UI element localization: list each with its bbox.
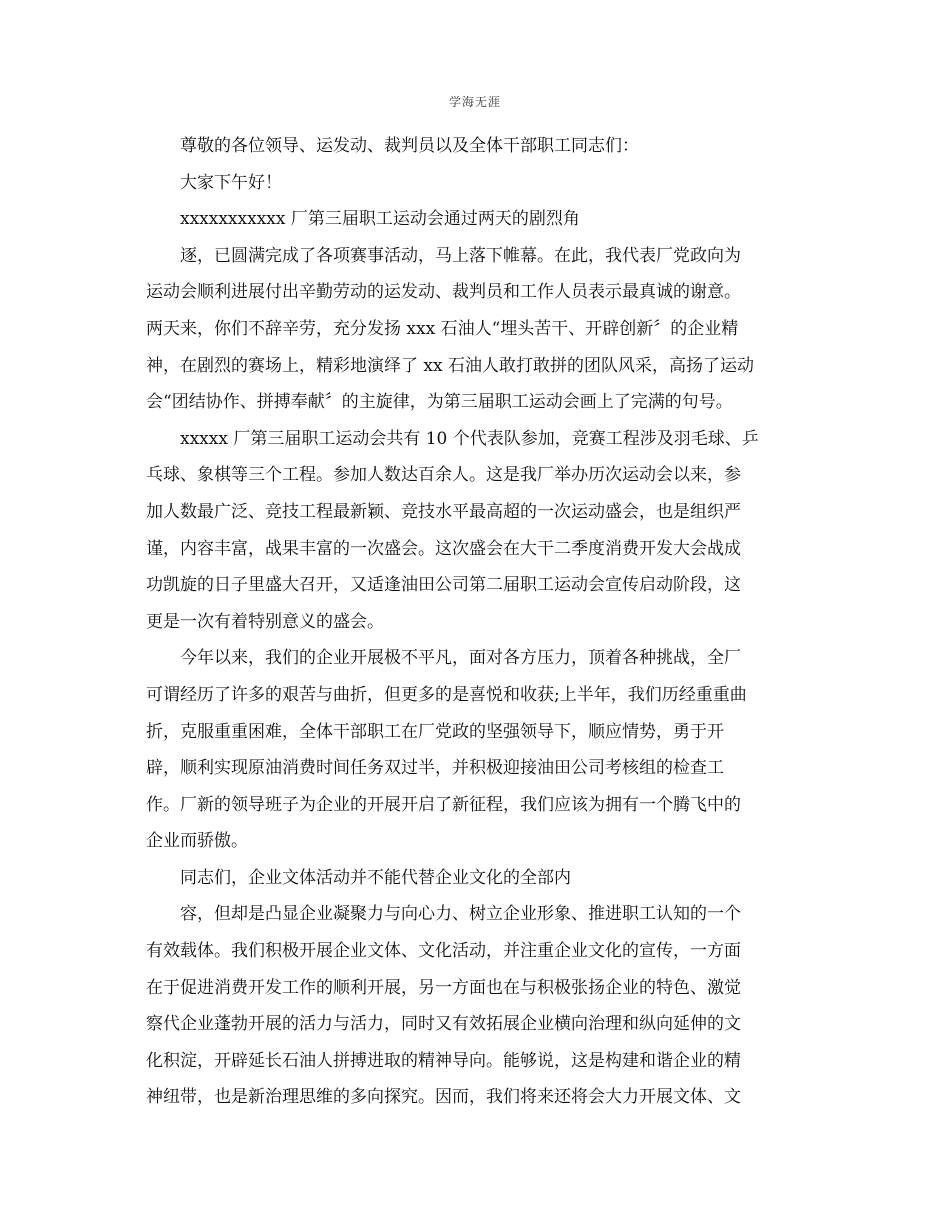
text-line: 两天来，你们不辞辛劳，充分发扬 xxx 石油人“埋头苦干、开辟创新〞的企业精 — [146, 318, 739, 339]
text-line: 容，但却是凸显企业凝聚力与向心力、树立企业形象、推进职工认知的一个 — [180, 904, 741, 925]
text-line: 加人数最广泛、竞技工程最新颖、竞技水平最高超的一次运动盛会，也是组织严 — [146, 501, 741, 522]
text-line: 尊敬的各位领导、运发动、裁判员以及全体干部职工同志们： — [180, 136, 639, 156]
text-line: 神，在剧烈的赛场上，精彩地演绎了 xx 石油人敢打敢拼的团队风采，高扬了运动 — [146, 355, 754, 376]
text-line: 今年以来，我们的企业开展极不平凡，面对各方压力，顶着各种挑战，全厂 — [180, 648, 741, 669]
text-line: 在于促进消费开发工作的顺利开展，另一方面也在与积极张扬企业的特色、激觉 — [146, 977, 741, 998]
text-line: 会“团结协作、拼搏奉献〞的主旋律，为第三届职工运动会画上了完满的句号。 — [146, 392, 733, 413]
text-line: 更是一次有着特别意义的盛会。 — [146, 611, 384, 632]
text-line: 功凯旋的日子里盛大召开，又适逢油田公司第二届职工运动会宣传启动阶段，这 — [146, 575, 741, 596]
text-line: 谨，内容丰富，战果丰富的一次盛会。这次盛会在大干二季度消费开发大会战成 — [146, 538, 741, 559]
text-line: 企业而骄傲。 — [146, 831, 248, 852]
text-line: 折，克服重重困难，全体干部职工在厂党政的坚强领导下，顺应情势，勇于开 — [146, 721, 724, 742]
text-line: xxxxxxxxxxx 厂第三届职工运动会通过两天的剧烈角 — [180, 209, 580, 230]
text-line: 乓球、象棋等三个工程。参加人数达百余人。这是我厂举办历次运动会以来，参 — [146, 465, 741, 486]
page-header: 学海无涯 — [448, 95, 501, 109]
text-line: 辟，顺利实现原油消费时间任务双过半，并积极迎接油田公司考核组的检查工 — [146, 758, 724, 779]
text-line: 大家下午好！ — [180, 172, 282, 193]
text-line: 运动会顺利进展付出辛勤劳动的运发动、裁判员和工作人员表示最真诚的谢意。 — [146, 282, 741, 303]
text-line: 有效载体。我们积极开展企业文体、文化活动，并注重企业文化的宣传，一方面 — [146, 941, 741, 962]
text-line: 可谓经历了许多的艰苦与曲折，但更多的是喜悦和收获;上半年，我们历经重重曲 — [146, 684, 747, 705]
text-line: 同志们，企业文体活动并不能代替企业文化的全部内 — [180, 867, 571, 888]
text-line: 化积淀，开辟延长石油人拼搏进取的精神导向。能够说，这是构建和谐企业的精 — [146, 1050, 741, 1071]
text-line: 作。厂新的领导班子为企业的开展开启了新征程，我们应该为拥有一个腾飞中的 — [146, 794, 741, 815]
text-line: xxxxx 厂第三届职工运动会共有 10 个代表队参加，竞赛工程涉及羽毛球、乒 — [180, 428, 759, 449]
text-line: 神纽带，也是新治理思维的多向探究。因而，我们将来还将会大力开展文体、文 — [146, 1087, 741, 1108]
document-body — [146, 128, 810, 1116]
text-line: 察代企业蓬勃开展的活力与活力，同时又有效拓展企业横向治理和纵向延伸的文 — [146, 1014, 741, 1035]
text-line: 逐，已圆满完成了各项赛事活动，马上落下帷幕。在此，我代表厂党政向为 — [180, 245, 741, 266]
